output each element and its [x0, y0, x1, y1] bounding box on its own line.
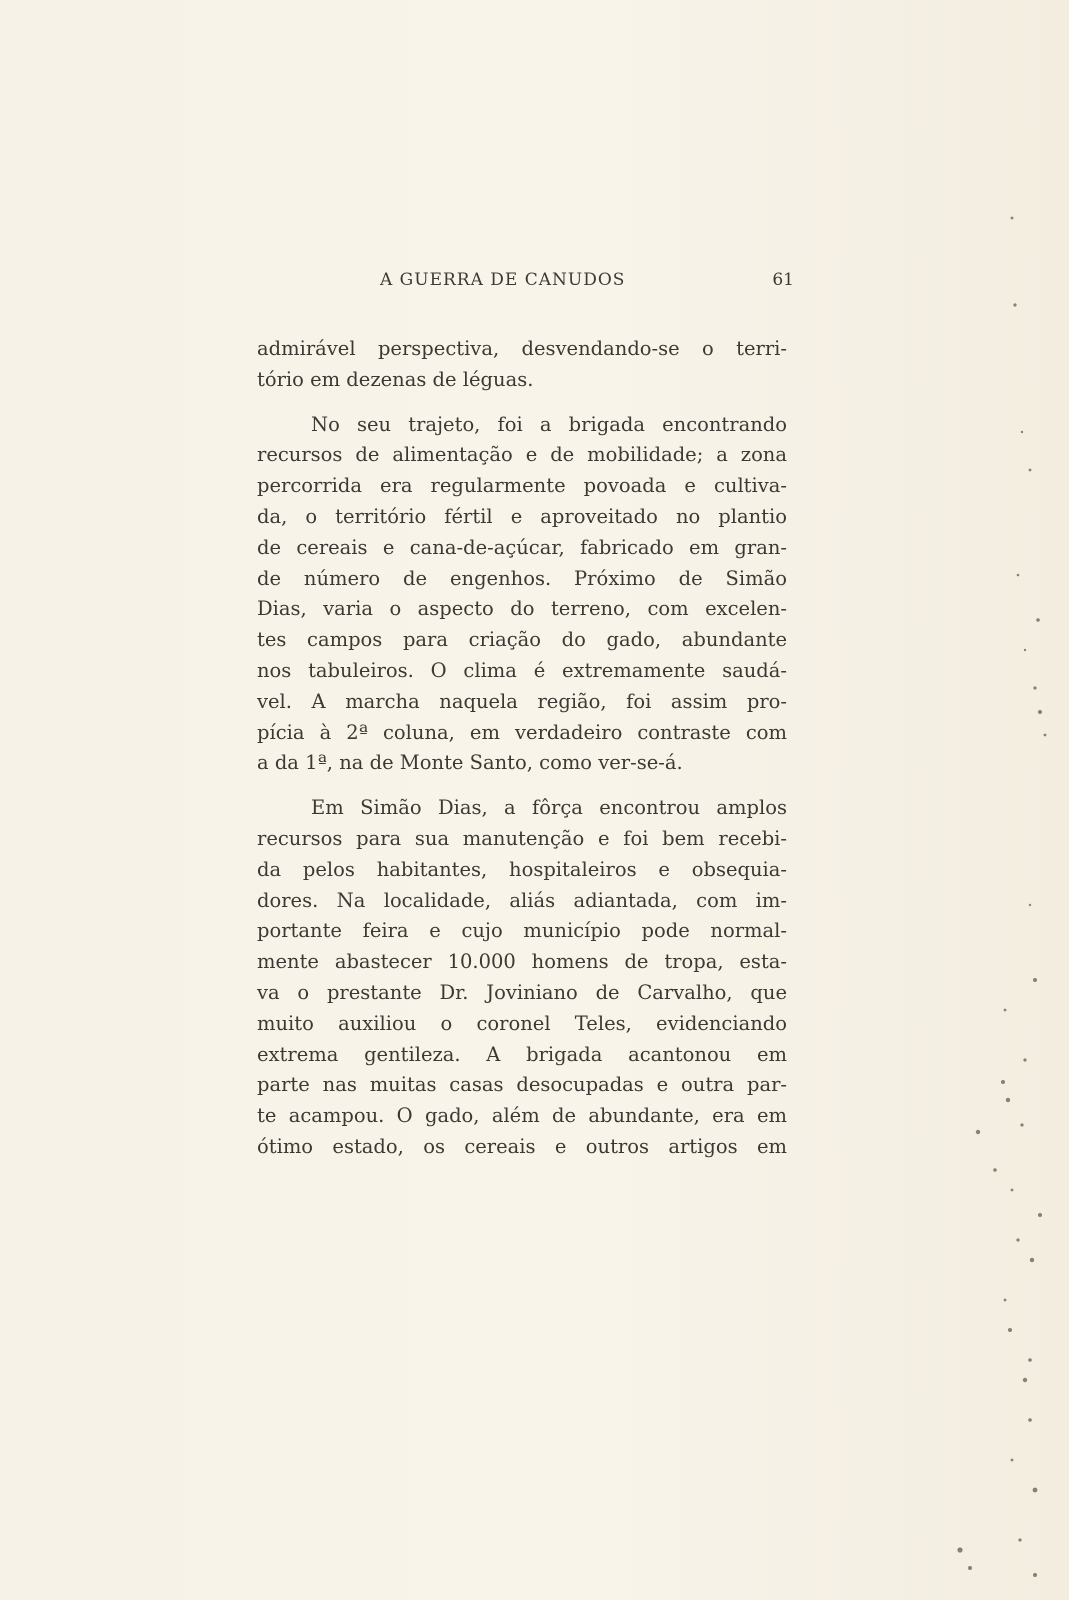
body-text — [257, 334, 787, 1163]
text-line: mente abastecer 10.000 homens de tropa, esta- — [257, 950, 787, 974]
running-title: A GUERRA DE CANUDOS — [380, 270, 626, 290]
text-line: vel. A marcha naquela região, foi assim pro- — [257, 689, 787, 713]
text-line: pícia à 2ª coluna, em verdadeiro contraste com — [257, 720, 787, 744]
text-line: da, o território fértil e aproveitado no plantio — [257, 504, 787, 528]
running-header — [250, 270, 794, 300]
text-line: dores. Na localidade, aliás adiantada, com im- — [257, 888, 787, 912]
text-line: muito auxiliou o coronel Teles, evidenciando — [257, 1011, 787, 1035]
text-line: tes campos para criação do gado, abundante — [257, 628, 787, 652]
paragraph-3 — [257, 793, 787, 1163]
text-line: No seu trajeto, foi a brigada encontrando — [311, 412, 787, 436]
text-line: tório em dezenas de léguas. — [257, 367, 534, 391]
text-line: Dias, varia o aspecto do terreno, com excelen- — [257, 597, 787, 621]
paragraph-1 — [257, 334, 787, 396]
text-line: a da 1ª, na de Monte Santo, como ver-se-á. — [257, 751, 683, 775]
text-line: de número de engenhos. Próximo de Simão — [257, 566, 787, 590]
text-line: nos tabuleiros. O clima é extremamente saudá- — [257, 658, 787, 682]
text-line: de cereais e cana-de-açúcar, fabricado em gran- — [257, 535, 787, 559]
text-line: Em Simão Dias, a fôrça encontrou amplos — [311, 796, 787, 820]
text-line: parte nas muitas casas desocupadas e outra par- — [257, 1073, 787, 1097]
text-line: ótimo estado, os cereais e outros artigos em — [257, 1134, 787, 1158]
text-line: percorrida era regularmente povoada e cultiva- — [257, 474, 787, 498]
text-line: te acampou. O gado, além de abundante, era em — [257, 1104, 787, 1128]
text-line: admirável perspectiva, desvendando-se o terri- — [257, 337, 787, 360]
text-line: va o prestante Dr. Joviniano de Carvalho, que — [257, 980, 787, 1004]
text-line: portante feira e cujo município pode normal- — [257, 919, 787, 943]
text-line: recursos de alimentação e de mobilidade; a zona — [257, 443, 787, 467]
page-number: 61 — [772, 270, 794, 290]
text-line: recursos para sua manutenção e foi bem recebi- — [257, 826, 787, 850]
text-line: da pelos habitantes, hospitaleiros e obsequia- — [257, 857, 787, 881]
paragraph-2 — [257, 410, 787, 780]
text-line: extrema gentileza. A brigada acantonou em — [257, 1042, 787, 1066]
